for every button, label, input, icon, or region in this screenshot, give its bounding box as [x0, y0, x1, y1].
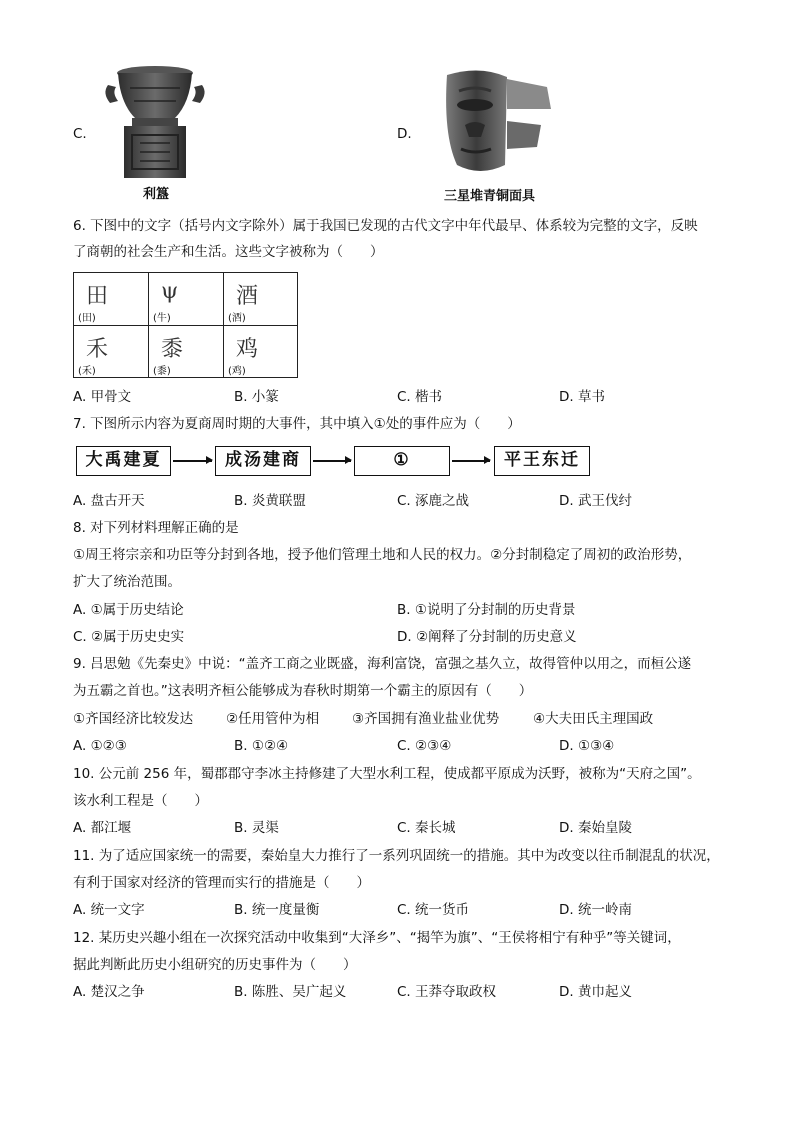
- q12-option-b[interactable]: B. 陈胜、吴广起义: [234, 984, 347, 1000]
- caption-sanxingdui-mask: 三星堆青铜面具: [444, 189, 536, 204]
- glyph-cell: [149, 273, 224, 326]
- glyph-label: (牛): [153, 313, 171, 324]
- q6-option-b[interactable]: B. 小篆: [234, 389, 279, 405]
- q6-option-a[interactable]: A. 甲骨文: [73, 389, 132, 405]
- glyph-label: (田): [78, 313, 96, 324]
- q12-option-a[interactable]: A. 楚汉之争: [73, 984, 145, 1000]
- option-d-letter: D.: [397, 126, 412, 142]
- glyph-label: (酒): [228, 313, 246, 324]
- q8-option-c[interactable]: C. ②属于历史史实: [73, 629, 185, 645]
- q8-material-line1: ①周王将宗亲和功臣等分封到各地，授予他们管理土地和人民的权力。②分封制稳定了周初的政治形势，: [73, 547, 692, 563]
- glyph-label: (鸡): [228, 366, 246, 377]
- glyph-cell: [149, 326, 224, 379]
- q6-option-c[interactable]: C. 楷书: [397, 389, 443, 405]
- q10-option-a[interactable]: A. 都江堰: [73, 820, 132, 836]
- q11-option-d[interactable]: D. 统一岭南: [559, 902, 632, 918]
- flow-arrow: [313, 460, 351, 462]
- q11-option-c[interactable]: C. 统一货币: [397, 902, 470, 918]
- glyph-label: (禾): [78, 366, 96, 377]
- q10-option-d[interactable]: D. 秦始皇陵: [559, 820, 632, 836]
- oracle-glyph-table: [73, 272, 298, 378]
- q9-item-2: ②任用管仲为相: [226, 711, 320, 727]
- q9-option-c[interactable]: C. ②③④: [397, 738, 452, 754]
- q9-option-d[interactable]: D. ①③④: [559, 738, 615, 754]
- q8-option-b[interactable]: B. ①说明了分封制的历史背景: [397, 602, 576, 618]
- glyph-cell: [224, 326, 299, 379]
- flow-arrow: [452, 460, 490, 462]
- q6-stem-line1: 6. 下图中的文字（括号内文字除外）属于我国已发现的古代文字中年代最早、体系较为完整的文字，反映: [73, 218, 698, 234]
- q11-option-a[interactable]: A. 统一文字: [73, 902, 145, 918]
- glyph-symbol: 酒: [236, 284, 259, 309]
- q10-stem-line2: 该水利工程是（ ）: [73, 793, 208, 809]
- q7-option-d[interactable]: D. 武王伐纣: [559, 493, 632, 509]
- q7-option-c[interactable]: C. 涿鹿之战: [397, 493, 470, 509]
- q6-stem-line2: 了商朝的社会生产和生活。这些文字被称为（ ）: [73, 244, 384, 260]
- flow-box-zhou: 平王东迁: [494, 446, 590, 476]
- q11-stem-line2: 有利于国家对经济的管理而实行的措施是（ ）: [73, 875, 370, 891]
- q9-stem-line1: 9. 吕思勉《先秦史》中说：“盖齐工商之业既盛，海利富饶，富强之基久立，故得管仲以用之，而桓公遂: [73, 656, 692, 672]
- q9-stem-line2: 为五霸之首也。”这表明齐桓公能够成为春秋时期第一个霸主的原因有（ ）: [73, 683, 533, 699]
- q9-option-b[interactable]: B. ①②④: [234, 738, 289, 754]
- caption-li-gui: 利簋: [143, 187, 170, 202]
- q12-stem-line2: 据此判断此历史小组研究的历史事件为（ ）: [73, 957, 357, 973]
- q7-stem: 7. 下图所示内容为夏商周时期的大事件，其中填入①处的事件应为（ ）: [73, 416, 521, 432]
- q12-stem-line1: 12. 某历史兴趣小组在一次探究活动中收集到“大泽乡”、“揭竿为旗”、“王侯将相宁有种乎”等关键词，: [73, 930, 681, 946]
- q10-option-b[interactable]: B. 灵渠: [234, 820, 279, 836]
- option-c-letter: C.: [73, 126, 87, 142]
- q7-option-a[interactable]: A. 盘古开天: [73, 493, 145, 509]
- q12-option-c[interactable]: C. 王莽夺取政权: [397, 984, 497, 1000]
- glyph-symbol: 鸡: [236, 337, 259, 362]
- glyph-symbol: ψ: [161, 279, 179, 304]
- q11-stem-line1: 11. 为了适应国家统一的需要，秦始皇大力推行了一系列巩固统一的措施。其中为改变以往币制混乱的状况，: [73, 848, 720, 864]
- q8-option-a[interactable]: A. ①属于历史结论: [73, 602, 184, 618]
- q8-material-line2: 扩大了统治范围。: [73, 574, 181, 590]
- bronze-mask-image: [435, 65, 555, 180]
- glyph-symbol: 禾: [86, 337, 109, 362]
- q9-option-a[interactable]: A. ①②③: [73, 738, 127, 754]
- glyph-cell: [224, 273, 299, 326]
- q9-item-4: ④大夫田氏主理国政: [533, 711, 654, 727]
- glyph-cell: [74, 326, 149, 379]
- q9-item-1: ①齐国经济比较发达: [73, 711, 194, 727]
- q6-option-d[interactable]: D. 草书: [559, 389, 605, 405]
- q9-item-3: ③齐国拥有渔业盐业优势: [352, 711, 500, 727]
- q8-stem: 8. 对下列材料理解正确的是: [73, 520, 239, 536]
- flow-box-shang: 成汤建商: [215, 446, 311, 476]
- glyph-label: (黍): [153, 366, 171, 377]
- q10-stem-line1: 10. 公元前 256 年，蜀郡郡守李冰主持修建了大型水利工程，使成都平原成为沃野，被称为“天府之国”。: [73, 766, 701, 782]
- glyph-cell: [74, 273, 149, 326]
- flow-box-blank: ①: [354, 446, 450, 476]
- q12-option-d[interactable]: D. 黄巾起义: [559, 984, 632, 1000]
- q11-option-b[interactable]: B. 统一度量衡: [234, 902, 320, 918]
- bronze-vessel-image: [100, 63, 210, 181]
- glyph-symbol: 田: [86, 284, 109, 309]
- flow-box-xia: 大禹建夏: [76, 446, 171, 476]
- q8-option-d[interactable]: D. ②阐释了分封制的历史意义: [397, 629, 577, 645]
- q7-option-b[interactable]: B. 炎黄联盟: [234, 493, 306, 509]
- q10-option-c[interactable]: C. 秦长城: [397, 820, 456, 836]
- glyph-symbol: 黍: [161, 337, 184, 362]
- flow-arrow: [173, 460, 212, 462]
